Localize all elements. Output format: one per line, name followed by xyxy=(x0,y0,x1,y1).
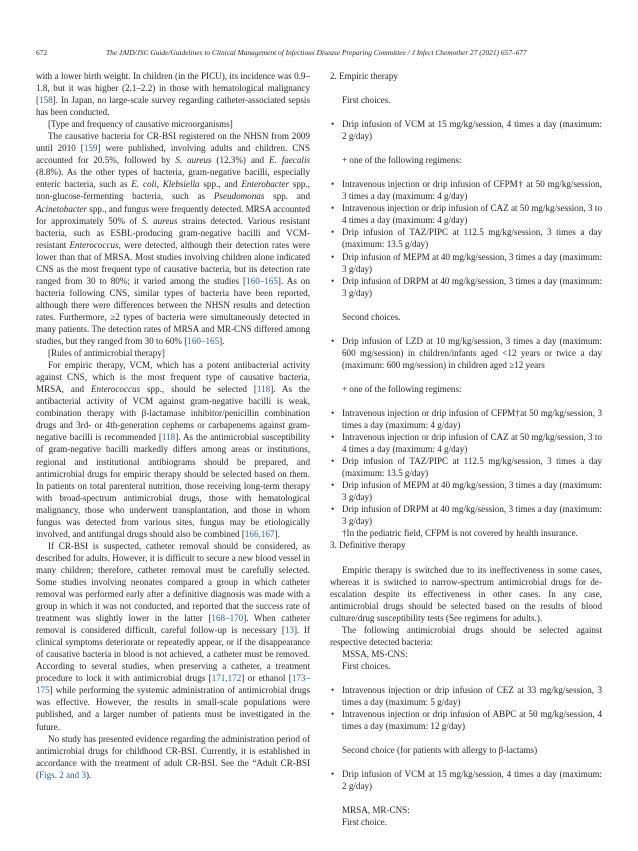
citation-link[interactable]: 118 xyxy=(161,432,176,443)
list-item: • Intravenous injection or drip infusion of CAZ at 50 mg/kg/session, 3 to 4 times a day (maximum: 4 g/day) xyxy=(330,202,602,226)
list-item: • Intravenous injection or drip infusion of ABPC at 50 mg/kg/session, 4 times a day (maximum: 12 g/day) xyxy=(330,708,602,732)
citation-link[interactable]: 166,167 xyxy=(244,528,275,539)
citation-link[interactable]: 168–170 xyxy=(211,613,244,624)
list-item: • Drip infusion of TAZ/PIPC at 112.5 mg/kg/session, 3 times a day (maximum: 13.5 g/day) xyxy=(330,226,602,250)
mssa-list xyxy=(330,684,602,732)
list-item: • Drip infusion of DRPM at 40 mg/kg/session, 3 times a day (maximum: 3 g/day) xyxy=(330,503,602,527)
mssa-label: MSSA, MS-CNS: xyxy=(342,648,408,659)
heading-causative-microorganisms: [Type and frequency of causative microorganisms] xyxy=(48,119,233,130)
citation-link[interactable]: 158 xyxy=(39,95,53,106)
regimen-list-second xyxy=(330,407,602,527)
second-choice-allergy-label: Second choice (for patients with allergy to β-lactams) xyxy=(342,745,538,756)
list-item: • Drip infusion of MEPM at 40 mg/kg/session, 3 times a day (maximum: 3 g/day) xyxy=(330,251,602,275)
list-item: • Intravenous injection or drip infusion of CFPM†at 50 mg/kg/session, 3 times a day (maximum: 4 g/day) xyxy=(330,407,602,431)
regimen-list-first xyxy=(330,178,602,298)
paragraph-causative-bacteria: The causative bacteria for CR-BSI registered on the NHSN from 2009 until 2010 [159] were published, involving adults and children. CNS accounted for 20.5%, followed by S. aureus (12.3%) and E. faecalis (8.8%). As the other types of bacteria, gram-negative bacilli, especially enteric bacteria, such as E. coli, Klebsiella spp., and Enterobacter spp., non-glucose-fermenting bacteria, such as Pseudomonas spp. and Acinetobacter spp., and fungus were frequently detected. MRSA accounted for approximately 50% of S. aureus strains detected. Various resistant bacteria, such as ESBL-producing gram-negative bacilli and VCM-resistant Enterococcus, were detected, although their detection rates were lower than that of MRSA. Most studies involving children alone indicated CNS as the most frequent type of causative bacteria, but its detection rate ranged from 30 to 80%; it varied among the studies [160–165]. As on bacteria following CNS, similar types of bacteria have been reported, although there were differences between the NHSN results and detection rates. Furthermore, ≥2 types of bacteria were simultaneously detected in many patients. The detection rates of MRSA and MR-CNS differed among studies, but they ranged from 30 to 60% [160–165]. xyxy=(36,131,311,347)
lzd-list xyxy=(330,335,602,371)
citation-link[interactable]: 171,172 xyxy=(211,673,242,684)
citation-link[interactable]: 173–175 xyxy=(36,673,310,696)
list-item: • Intravenous injection or drip infusion of CEZ at 33 mg/kg/session, 3 times a day (maximum: 5 g/day) xyxy=(330,684,602,708)
list-item: • Drip infusion of LZD at 10 mg/kg/session, 3 times a day (maximum: 600 mg/session) in children/infants aged <12 years or twice a day (maximum: 600 mg/session) in children aged ≥12 years xyxy=(330,335,602,371)
list-item: • Intravenous injection or drip infusion of CFPM† at 50 mg/kg/session, 3 times a day (maximum: 4 g/day) xyxy=(330,178,602,202)
vcm-list-definitive xyxy=(330,768,602,792)
second-choices-label: Second choices. xyxy=(342,311,401,322)
insurance-footnote: †In the pediatric field, CFPM is not covered by health insurance. xyxy=(342,528,578,539)
citation-link[interactable]: 160–165 xyxy=(246,275,278,286)
citation-link[interactable]: 118 xyxy=(256,384,271,395)
right-column xyxy=(330,70,602,837)
item-definitive-therapy: 3. Definitive therapy xyxy=(330,540,406,551)
left-column xyxy=(36,70,310,837)
citation-link[interactable]: 13 xyxy=(284,625,295,636)
paragraph-administration-period: No study has presented evidence regarding the administration period of antimicrobial drugs for childhood CR-BSI. Currently, it is established in accordance with the treatment of adult CR-BSI. See the “Adult CR-BSI (Figs. 2 and 3). xyxy=(36,733,310,780)
journal-reference: The JAID/JSC Guide/Guidelines to Clinical Management of Infectious Disease Preparing Committee / J Infect Chemother 27 (2021) 657–677 xyxy=(106,48,527,57)
paragraph-empiric-rules: For empiric therapy, VCM, which has a potent antibacterial activity against CNS, which is the most frequent type of causative bacteria, MRSA, and Enterococcus spp., should be selected [118]. As the antibacterial activity of VCM against gram-negative bacilli is weak, combination therapy with β-lactamase inhibitor/penicillin combination drugs and 3rd- or 4th-generation cephems or carbapenems against gram-negative bacilli is recommended [118]. As the antimicrobial susceptibility of gram-negative bacilli markedly differs among areas or institutions, regional and institutional antibiograms should be prepared, and antimicrobial drugs for empiric therapy should be selected based on them. In patients on total parenteral nutrition, those receiving long-term therapy with broad-spectrum antimicrobial drugs, those with hematological malignancy, those who underwent transplantation, and those in whom fungus was detected from various sites, fungus may be etiologically involved, and antifungal drugs should also be combined [166,167]. xyxy=(36,360,311,539)
citation-link[interactable]: 160–165 xyxy=(187,336,220,347)
list-item: • Drip infusion of TAZ/PIPC at 112.5 mg/kg/session, 3 times a day (maximum: 13.5 g/day) xyxy=(330,455,602,479)
page-number: 672 xyxy=(36,48,48,57)
mrsa-label: MRSA, MR-CNS: xyxy=(342,805,410,816)
list-item: • Drip infusion of VCM at 15 mg/kg/session, 4 times a day (maximum: 2 g/day) xyxy=(330,768,602,792)
item-empiric-therapy: 2. Empiric therapy xyxy=(330,71,398,81)
paragraph-detected-bacteria: The following antimicrobial drugs should be selected against respective detected bacteria: xyxy=(330,624,602,647)
list-item: • Drip infusion of MEPM at 40 mg/kg/session, 3 times a day (maximum: 3 g/day) xyxy=(330,479,602,503)
first-choice-label: First choice. xyxy=(342,817,387,828)
first-choices-label: First choices. xyxy=(342,660,391,671)
plus-one-label: + one of the following regimens: xyxy=(342,155,462,166)
paragraph-definitive-switch: Empiric therapy is switched due to its ineffectiveness in some cases, whereas it is switched to narrow-spectrum antimicrobial drugs for de-escalation despite its effectiveness in other cases. In any case, antimicrobial drugs should be selected based on the results of blood culture/drug susceptibility tests (See regimens for adults.). xyxy=(330,564,602,623)
list-item: • Drip infusion of DRPM at 40 mg/kg/session, 3 times a day (maximum: 3 g/day) xyxy=(330,275,602,299)
list-item: • Drip infusion of VCM at 15 mg/kg/session, 4 times a day (maximum: 2 g/day) xyxy=(330,118,602,142)
vcm-list xyxy=(330,118,602,142)
citation-link[interactable]: 159 xyxy=(83,143,98,154)
list-item: • Intravenous injection or drip infusion of CAZ at 50 mg/kg/session, 3 to 4 times a day (maximum: 4 g/day) xyxy=(330,431,602,455)
heading-rules-antimicrobial-therapy: [Rules of antimicrobial therapy] xyxy=(48,348,165,359)
first-choices-label: First choices. xyxy=(342,95,391,106)
plus-one-label: + one of the following regimens: xyxy=(342,383,462,394)
paragraph-incidence: with a lower birth weight. In children (in the PICU), its incidence was 0.9–1.8, but it was higher (2.1–2.2) in those with hematological malignancy [158]. In Japan, no large-scale survey regarding catheter-associated sepsis has been conducted. xyxy=(36,71,310,118)
figure-link[interactable]: Figs. 2 and 3 xyxy=(39,769,87,780)
paragraph-catheter-removal: If CR-BSI is suspected, catheter removal should be considered, as described for adults. However, it is difficult to secure a new blood vessel in many children; therefore, catheter removal must be carefully selected. Some studies involving neonates compared a group in which catheter removal was performed early after a definitive diagnosis was made with a group in which it was not conducted, and reported that the success rate of treatment was slightly lower in the latter [168–170]. When catheter removal is considered difficult, careful follow-up is necessary [13]. If clinical symptoms deteriorate or repeatedly appear, or if the disappearance of causative bacteria in blood is not achieved, a catheter must be removed. According to several studies, when preserving a catheter, a treatment procedure to lock it with antimicrobial drugs [171,172] or ethanol [173–175] while performing the systemic administration of antimicrobial drugs was effective. However, the results in small-scale populations were published, and a larger number of patients must be investigated in the future. xyxy=(36,540,310,732)
running-header xyxy=(36,47,602,59)
